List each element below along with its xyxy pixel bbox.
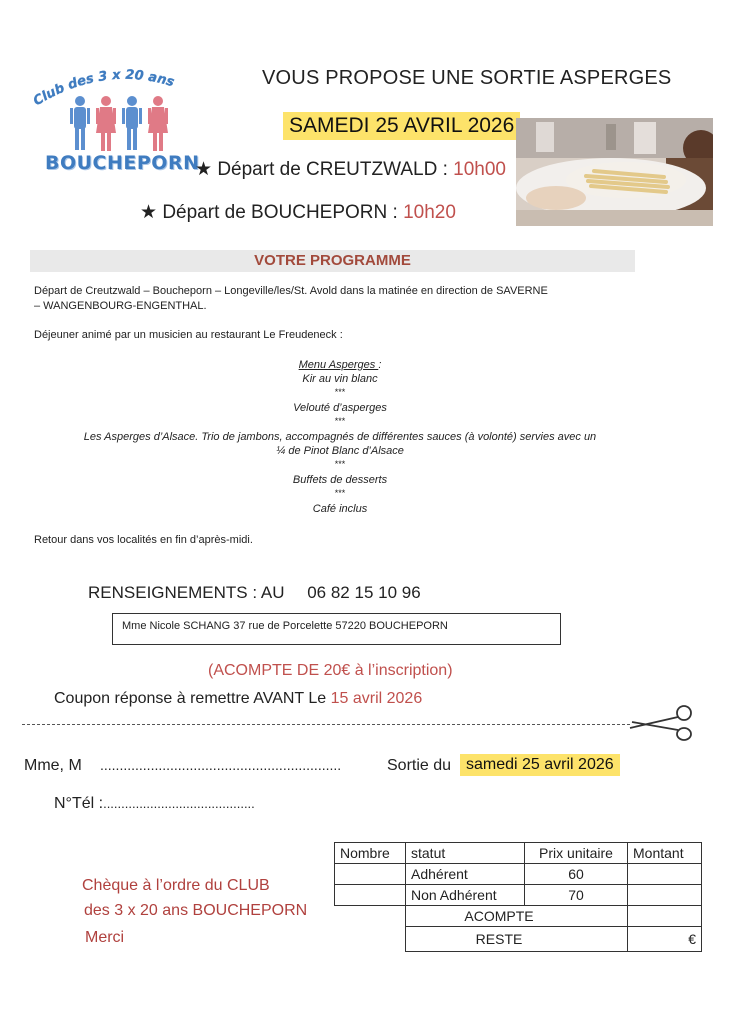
coupon-deadline bbox=[54, 690, 422, 708]
menu-title-text: Menu Asperges bbox=[298, 359, 379, 371]
menu-title-colon: : bbox=[378, 359, 382, 371]
menu-item: Buffets de desserts bbox=[292, 474, 388, 486]
svg-text:Club des 3 x 20 ans: Club des 3 x 20 ans bbox=[30, 67, 176, 110]
renseignements bbox=[88, 583, 421, 603]
prix-cell: 70 bbox=[525, 885, 628, 906]
programme-lunch: Déjeuner animé par un musicien au restaurant Le Freudeneck : bbox=[34, 329, 343, 341]
montant-cell[interactable] bbox=[628, 885, 702, 906]
departure-boucheporn bbox=[140, 201, 456, 224]
table-row bbox=[335, 885, 702, 906]
acompte-label: ACOMPTE bbox=[406, 906, 628, 927]
menu-item: Velouté d’asperges bbox=[293, 402, 387, 414]
reste-row bbox=[335, 927, 702, 952]
programme-intro-line1: Départ de Creutzwald – Boucheporn – Longeville/les/St. Avold dans la matinée en direction de SAVERNE bbox=[34, 285, 548, 297]
header-statut: statut bbox=[406, 843, 525, 864]
euro-symbol: € bbox=[688, 931, 696, 947]
menu-item: Les Asperges d’Alsace. Trio de jambons, accompagnés de différentes sauces (à volonté) servies avec un bbox=[83, 431, 597, 443]
statut-cell: Adhérent bbox=[406, 864, 525, 885]
montant-cell[interactable] bbox=[628, 864, 702, 885]
coupon-date: 15 avril 2026 bbox=[330, 690, 423, 707]
cheque-line: Merci bbox=[85, 929, 125, 946]
menu-separator: *** bbox=[334, 459, 346, 469]
programme-title: VOTRE PROGRAMME bbox=[254, 252, 411, 269]
nombre-cell[interactable] bbox=[335, 864, 406, 885]
departure-creutzwald bbox=[195, 158, 506, 181]
scissors-icon bbox=[628, 702, 698, 744]
menu-item: Café inclus bbox=[312, 503, 368, 515]
menu-item: Kir au vin blanc bbox=[302, 373, 378, 385]
menu-separator: *** bbox=[334, 387, 346, 397]
reste-amount-cell[interactable] bbox=[628, 927, 702, 952]
table-row bbox=[335, 864, 702, 885]
departure-time: 10h20 bbox=[403, 202, 456, 223]
renseignements-label: RENSEIGNEMENTS : AU bbox=[88, 583, 285, 602]
menu-separator: *** bbox=[334, 416, 346, 426]
menu-title bbox=[30, 359, 650, 372]
sortie-label: Sortie du bbox=[387, 757, 452, 774]
tel-dots: .......................................... bbox=[103, 796, 255, 811]
cheque-line: Chèque à l’ordre du CLUB bbox=[82, 877, 270, 894]
people-figures-icon bbox=[70, 95, 180, 155]
prix-cell: 60 bbox=[525, 864, 628, 885]
headline: VOUS PROPOSE UNE SORTIE ASPERGES bbox=[262, 67, 672, 89]
star-icon: ★ bbox=[195, 159, 213, 180]
header-prix: Prix unitaire bbox=[525, 843, 628, 864]
star-icon: ★ bbox=[140, 202, 158, 223]
nombre-cell[interactable] bbox=[335, 885, 406, 906]
acompte-amount-cell[interactable] bbox=[628, 906, 702, 927]
deposit-note: (ACOMPTE DE 20€ à l’inscription) bbox=[208, 662, 453, 679]
statut-cell: Non Adhérent bbox=[406, 885, 525, 906]
name-label: Mme, M bbox=[24, 757, 82, 774]
reste-label: RESTE bbox=[406, 927, 628, 952]
contact-address: Mme Nicole SCHANG 37 rue de Porcelette 57220 BOUCHEPORN bbox=[122, 620, 448, 632]
cheque-line: des 3 x 20 ans BOUCHEPORN bbox=[84, 902, 308, 919]
event-date-highlight: SAMEDI 25 AVRIL 2026 bbox=[283, 112, 520, 140]
table-header-row bbox=[335, 843, 702, 864]
phone-field[interactable] bbox=[54, 795, 255, 813]
header-nombre: Nombre bbox=[335, 843, 406, 864]
header-montant: Montant bbox=[628, 843, 702, 864]
name-field[interactable]: .............................................................. bbox=[100, 757, 342, 773]
asparagus-dish-photo bbox=[516, 118, 713, 226]
departure-time: 10h00 bbox=[453, 159, 506, 180]
departure-label: Départ de BOUCHEPORN : bbox=[162, 202, 404, 223]
club-logo bbox=[25, 60, 213, 185]
departure-label: Départ de CREUTZWALD : bbox=[217, 159, 454, 180]
sortie-date-highlight: samedi 25 avril 2026 bbox=[460, 754, 620, 776]
phone-number: 06 82 15 10 96 bbox=[307, 583, 421, 602]
tel-label: N°Tél : bbox=[54, 795, 104, 812]
pricing-table bbox=[334, 842, 702, 952]
programme-intro-line2: – WANGENBOURG-ENGENTHAL. bbox=[34, 300, 207, 312]
logo-city-text: BOUCHEPORN bbox=[45, 152, 200, 174]
menu-separator: *** bbox=[334, 488, 346, 498]
coupon-label: Coupon réponse à remettre AVANT Le bbox=[54, 690, 331, 707]
cut-line bbox=[22, 724, 630, 725]
acompte-row bbox=[335, 906, 702, 927]
programme-return: Retour dans vos localités en fin d’après-midi. bbox=[34, 534, 253, 546]
menu-item: ¼ de Pinot Blanc d’Alsace bbox=[276, 445, 404, 457]
